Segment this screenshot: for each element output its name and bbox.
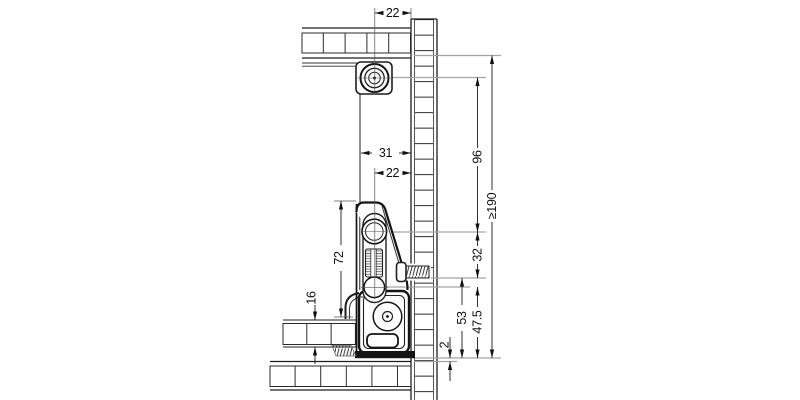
- cabinet-side-panel: [411, 19, 437, 400]
- bottom-panel-core-pattern: [270, 366, 411, 387]
- runner-rail: [355, 351, 415, 358]
- screw-thread: [406, 266, 429, 278]
- bracket-hook-inner: [350, 298, 360, 320]
- carriage-lower-slot: [367, 334, 398, 348]
- drawer-bottom-core-pattern: [283, 324, 356, 345]
- dim-label-96: 96: [470, 150, 485, 164]
- dim-label-mid-22: 22: [385, 166, 400, 180]
- top-rail: [302, 63, 357, 66]
- rear-fixing-cam: [356, 62, 392, 94]
- dim-label-47-5: 47.5: [470, 310, 485, 334]
- cabinet-top-panel: [302, 28, 411, 58]
- screw-head: [397, 263, 407, 282]
- dimension-32: [471, 232, 485, 278]
- dimension-72: [332, 201, 346, 317]
- dimension-31: [361, 146, 411, 160]
- dimension-2: [438, 337, 453, 381]
- cabinet-bottom-panel: [270, 362, 411, 391]
- top-panel-core-pattern: [302, 33, 411, 53]
- dim-label-53: 53: [455, 311, 469, 325]
- dim-label-32: 32: [470, 248, 485, 262]
- dim-label-72: 72: [332, 251, 346, 265]
- side-panel-core-pattern: [415, 19, 434, 400]
- dimension-47-5: [471, 287, 485, 358]
- dim-label-31: 31: [378, 146, 393, 160]
- dimension-mid-22: [375, 166, 411, 180]
- dimension-top-22: [375, 6, 411, 20]
- dim-label-2: 2: [437, 341, 452, 349]
- dimension-min-190: [485, 56, 499, 359]
- roller-carriage: [355, 291, 415, 358]
- dim-label-16: 16: [304, 291, 319, 305]
- dimension-53: [455, 278, 469, 358]
- dim-label-min-190: ≥190: [485, 192, 499, 220]
- drawer-bottom-panel: [283, 320, 357, 347]
- dimension-96: [471, 78, 485, 233]
- dim-label-top-22: 22: [385, 6, 400, 20]
- mounting-screw: [397, 263, 432, 282]
